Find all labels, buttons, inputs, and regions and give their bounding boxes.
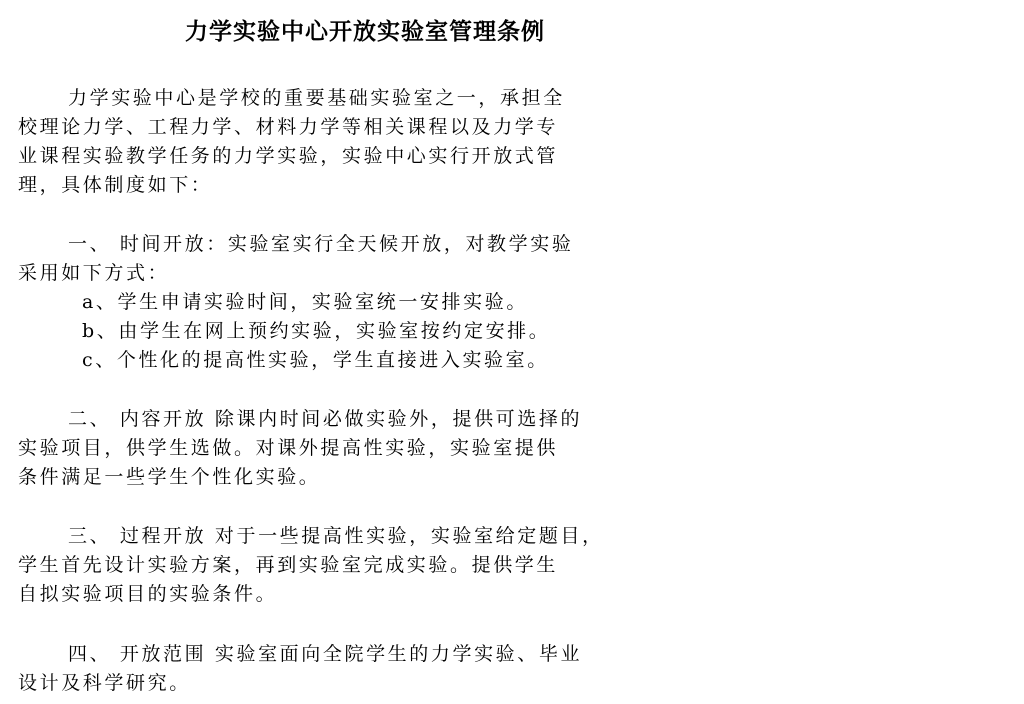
section-1-heading: 一、 时间开放：实验室实行全天候开放，对教学实验 [68, 233, 574, 255]
section-2-line-3: 条件满足一些学生个性化实验。 [18, 466, 321, 488]
section-3-heading: 三、 过程开放 对于一些提高性实验，实验室给定题目， [68, 525, 604, 547]
section-2-line-2: 实验项目，供学生选做。对课外提高性实验，实验室提供 [18, 437, 559, 459]
section-3-line-2: 学生首先设计实验方案，再到实验室完成实验。提供学生 [18, 554, 559, 576]
section-4-line-2: 设计及科学研究。 [18, 672, 191, 694]
section-1-line-2: 采用如下方式： [18, 262, 170, 284]
section-1-item-c: c、个性化的提高性实验，学生直接进入实验室。 [82, 349, 549, 371]
page-title: 力学实验中心开放实验室管理条例 [185, 19, 545, 45]
section-2-heading: 二、 内容开放 除课内时间必做实验外，提供可选择的 [68, 408, 583, 430]
intro-line-4: 理，具体制度如下： [18, 174, 213, 196]
intro-line-3: 业课程实验教学任务的力学实验，实验中心实行开放式管 [18, 145, 559, 167]
intro-line-1: 力学实验中心是学校的重要基础实验室之一，承担全 [68, 87, 565, 109]
intro-line-2: 校理论力学、工程力学、材料力学等相关课程以及力学专 [18, 116, 559, 138]
section-4-heading: 四、 开放范围 实验室面向全院学生的力学实验、毕业 [68, 643, 583, 665]
section-3-line-3: 自拟实验项目的实验条件。 [18, 583, 278, 605]
section-1-item-a: a、学生申请实验时间，实验室统一安排实验。 [82, 291, 528, 313]
section-1-item-b: b、由学生在网上预约实验，实验室按约定安排。 [82, 320, 551, 342]
